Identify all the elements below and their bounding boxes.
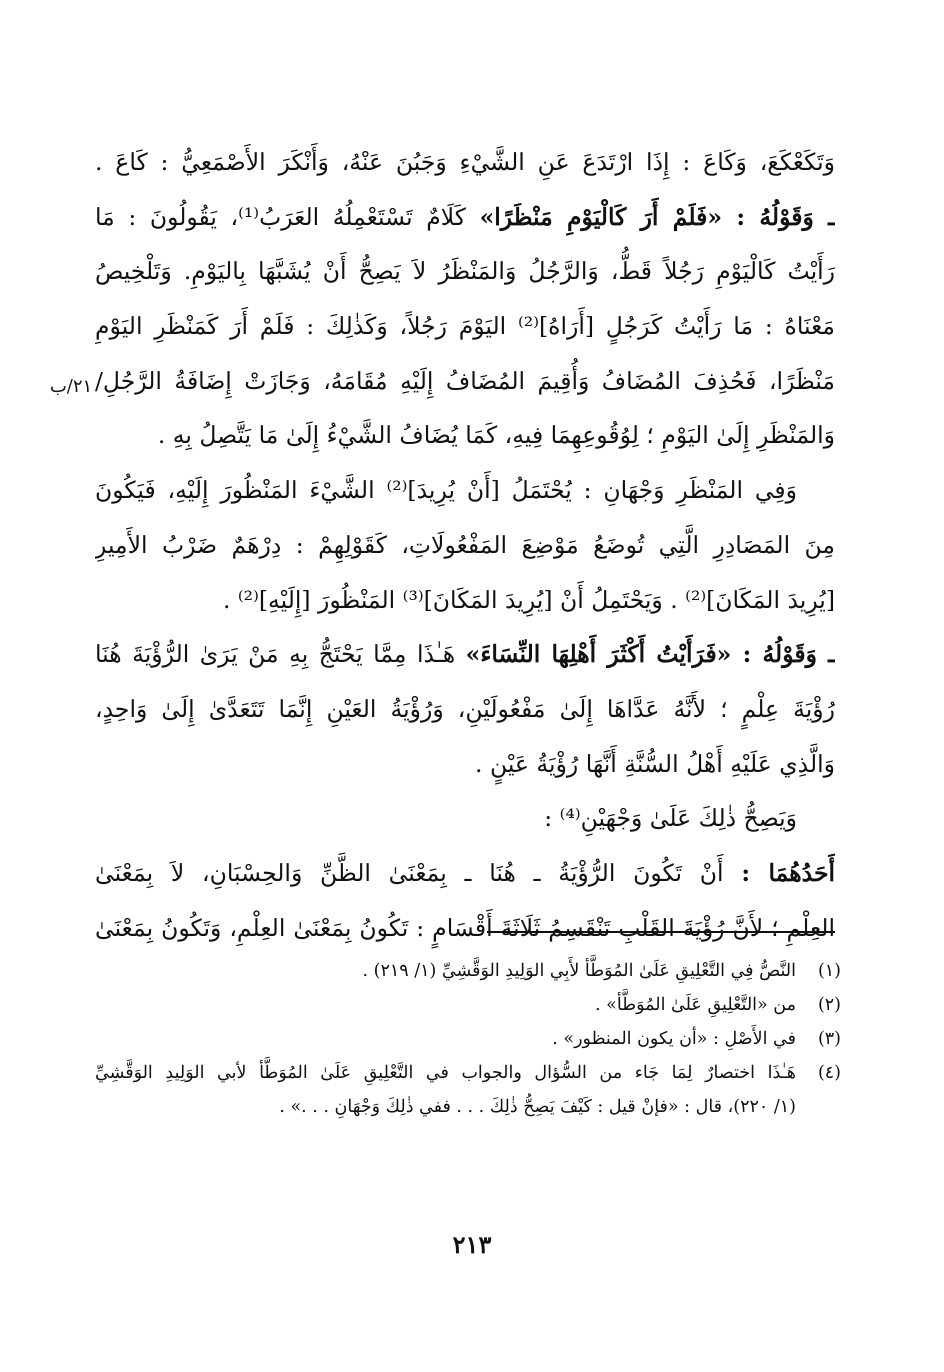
line-text: وَالمَنْظَرِ إِلَىٰ اليَوْمِ ؛ لِوُقُوعِهِمَا فِيهِ، كَمَا يُضَافُ الشَّيْءُ إِلَىٰ مَا يَتَّصِلُ بِهِ .: [157, 421, 835, 450]
line-text: [يُرِيدَ المَكَانَ]⁽²⁾ . وَيَحْتَمِلُ أَنْ [يُرِيدَ المَكَانَ]⁽³⁾ المَنْظُورَ [إِلَيْهِ]⁽²⁾ .: [222, 585, 835, 614]
footnote-text: من «التَّعْلِيقِ عَلَىٰ المُوَطَّأ» .: [595, 995, 796, 1015]
line-text: هَـٰذَا مِمَّا يَحْتَجُّ بِهِ مَنْ يَرَىٰ الرُّؤْيَةَ هُنَا: [95, 640, 466, 669]
text-line: [95, 573, 835, 628]
text-line: [95, 846, 835, 901]
footnote-separator: [487, 931, 835, 933]
bold-phrase: ـ وَقَوْلُهُ : «فَلَمْ أَرَ كَالْيَوْمِ مَنْظَرًا»: [479, 202, 835, 231]
main-text: [95, 135, 835, 955]
footnote: [95, 954, 841, 988]
footnote-number: (٤): [817, 1063, 841, 1083]
footnotes: [95, 954, 841, 1124]
footnote-number: (٢): [817, 995, 841, 1015]
footnote: [95, 1056, 841, 1124]
line-text: مَنْظَرًا، فَحُذِفَ المُضَافُ وَأُقِيمَ المُضَافُ إِلَيْهِ مُقَامَهُ، وَجَازَتْ إِضَافَةُ الرَّجُلِ/: [95, 366, 835, 395]
text-line: [95, 354, 835, 409]
footnote-text: في الأَصْلِ : «أن يكون المنظور» .: [552, 1029, 796, 1049]
text-line: [95, 627, 835, 682]
text-line: [95, 901, 835, 956]
text-line: [95, 190, 835, 245]
text-line: [95, 682, 835, 737]
text-line: [95, 791, 835, 846]
footnote-number: (١): [817, 961, 841, 981]
line-text: العِلْمِ ؛ لأَنَّ رُؤْيَةَ القَلْبِ تَنْقَسِمُ ثَلَاثَةَ أَقْسَامٍ : تَكُونُ بِمَعْنَىٰ العِلْمِ، وَتَكُونُ بِمَعْنَىٰ: [95, 913, 835, 942]
bold-phrase: أَحَدُهُمَا :: [741, 858, 835, 887]
footnote-text: هَـٰذَا اختصارٌ لِمَا جَاء من السُّؤال والجواب في التَّعْلِيقِ عَلَىٰ المُوَطَّأ لأبي الوَلِيدِ الوَقَّشِيِّ: [95, 1063, 796, 1083]
bold-phrase: ـ وَقَوْلُهُ : «فَرَأَيْتُ أَكْثَرَ أَهْلِهَا النِّسَاءَ»: [465, 640, 835, 669]
text-line: [95, 408, 835, 463]
line-text: رُؤْيَةَ عِلْمٍ ؛ لأَنَّهُ عَدَّاهَا إِلَىٰ مَفْعُولَيْنِ، وَرُؤْيَةُ العَيْنِ إِنَّمَا تَتَعَدَّىٰ إِلَىٰ وَاحِدٍ،: [95, 694, 835, 723]
footnote-text-continued: (١/ ٢٢٠)، قال : «فإنْ قيل : كَيْفَ يَصِحُّ ذٰلِكَ . . . ففي ذٰلِكَ وَجْهَانِ . . .» .: [279, 1097, 796, 1117]
footnote-number: (٣): [817, 1029, 841, 1049]
line-text: رَأَيْتُ كَالْيَوْمِ رَجُلاً قَطُّ، وَالرَّجُلُ وَالمَنْظَرُ لاَ يَصِحُّ أَنْ يُشَبَّهَا بِاليَوْمِ. وَتَلْخِيصُ: [95, 257, 835, 286]
text-line: [95, 737, 835, 792]
line-text: وَالَّذِي عَلَيْهِ أَهْلُ السُّنَّةِ أَنَّهَا رُؤْيَةُ عَيْنٍ .: [475, 749, 835, 778]
line-text: مِنَ المَصَادِرِ الَّتِي تُوضَعُ مَوْضِعَ المَفْعُولَاتِ، كَقَوْلِهِمْ : دِرْهَمٌ ضَرْبُ الأَمِيرِ: [95, 530, 835, 559]
text-line: [95, 463, 835, 518]
line-text: مَعْنَاهُ : مَا رَأَيْتُ كَرَجُلٍ [أَرَاهُ]⁽²⁾ اليَوْمَ رَجُلاً، وَكَذٰلِكَ : فَلَمْ أَرَ كَمَنْظَرِ اليَوْمِ: [95, 312, 835, 341]
page-number: ٢١٣: [452, 1230, 492, 1259]
line-text: وَيَصِحُّ ذٰلِكَ عَلَىٰ وَجْهَيْنِ⁽⁴⁾ :: [544, 804, 797, 833]
footnote: [95, 988, 841, 1022]
text-line: [95, 299, 835, 354]
line-text: وَتَكَعْكَعَ، وَكَاعَ : إِذَا ارْتَدَعَ عَنِ الشَّيْءِ وَجَبُنَ عَنْهُ، وَأَنْكَرَ الأَصْمَعِيُّ : كَاعَ .: [95, 148, 835, 176]
text-line: [95, 135, 835, 190]
footnote: [95, 1022, 841, 1056]
line-text: أَنْ تَكُونَ الرُّؤْيَةُ ـ هُنَا ـ بِمَعْنَىٰ الظَّنِّ وَالحِسْبَانِ، لاَ بِمَعْنَىٰ: [95, 858, 742, 887]
line-text: كَلَامٌ تَسْتَعْمِلُهُ العَرَبُ⁽¹⁾، يَقُولُونَ : مَا: [95, 202, 480, 231]
text-line: [95, 518, 835, 573]
line-text: وَفِي المَنْظَرِ وَجْهَانِ : يُحْتَمَلُ [أَنْ يُرِيدَ]⁽²⁾ الشَّيْءَ المَنْظُورَ إِلَيْهِ، فَيَكُونَ: [95, 476, 797, 505]
footnote-text: النَّصُّ فِي التَّعْلِيقِ عَلَىٰ المُوَطَّأ لأَبِي الوَلِيدِ الوَقَّشِيِّ (١/ ٢١٩) .: [362, 961, 796, 981]
text-line: [95, 244, 835, 299]
margin-folio-note: ٢١/ب: [49, 376, 93, 397]
